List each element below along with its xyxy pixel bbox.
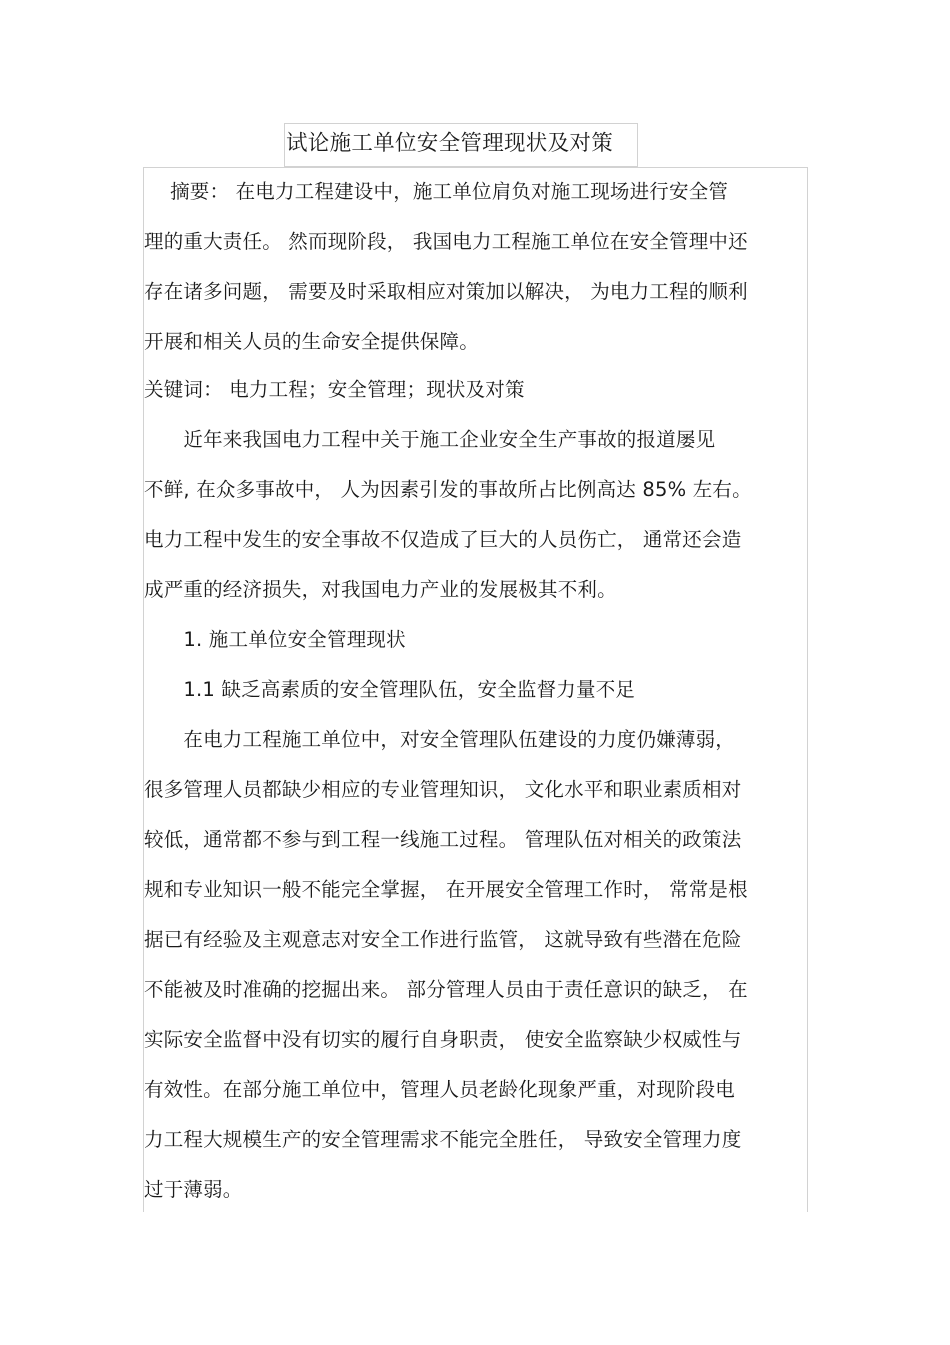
abstract-line: 开展和相关人员的生命安全提供保障。 (144, 330, 479, 353)
paragraph-line: 较低，通常都不参与到工程一线施工过程。 管理队伍对相关的政策法 (144, 828, 742, 851)
paragraph-line: 有效性。在部分施工单位中，管理人员老龄化现象严重，对现阶段电 (144, 1078, 736, 1101)
paragraph-line: 据已有经验及主观意志对安全工作进行监管， 这就导致有些潜在危险 (144, 928, 742, 951)
document-title: 试论施工单位安全管理现状及对策 (286, 131, 614, 156)
paragraph-line: 成严重的经济损失，对我国电力产业的发展极其不利。 (144, 578, 617, 601)
paragraph-line: 力工程大规模生产的安全管理需求不能完全胜任， 导致安全管理力度 (144, 1128, 742, 1151)
paragraph-line: 不鲜, 在众多事故中， 人为因素引发的事故所占比例高达 85% 左右。 (144, 478, 752, 501)
subsection-heading: 1.1 缺乏高素质的安全管理队伍，安全监督力量不足 (144, 678, 636, 701)
paragraph-line: 实际安全监督中没有切实的履行自身职责， 使安全监察缺少权威性与 (144, 1028, 742, 1051)
paragraph-line: 近年来我国电力工程中关于施工企业安全生产事故的报道屡见 (144, 428, 716, 451)
paragraph-line: 规和专业知识一般不能完全掌握， 在开展安全管理工作时， 常常是根 (144, 878, 748, 901)
keywords-line: 关键词： 电力工程；安全管理；现状及对策 (144, 378, 525, 401)
abstract-line: 理的重大责任。 然而现阶段， 我国电力工程施工单位在安全管理中还 (144, 230, 748, 253)
paragraph-line: 过于薄弱。 (144, 1178, 243, 1201)
abstract-line: 存在诸多问题， 需要及时采取相应对策加以解决， 为电力工程的顺利 (144, 280, 748, 303)
abstract-line: 摘要： 在电力工程建设中，施工单位肩负对施工现场进行安全管 (144, 180, 729, 203)
paragraph-line: 电力工程中发生的安全事故不仅造成了巨大的人员伤亡， 通常还会造 (144, 528, 742, 551)
paragraph-line: 在电力工程施工单位中，对安全管理队伍建设的力度仍嫌薄弱， (144, 728, 736, 751)
section-heading: 1. 施工单位安全管理现状 (144, 628, 406, 651)
paragraph-line: 很多管理人员都缺少相应的专业管理知识， 文化水平和职业素质相对 (144, 778, 742, 801)
paragraph-line: 不能被及时准确的挖掘出来。 部分管理人员由于责任意识的缺乏， 在 (144, 978, 748, 1001)
